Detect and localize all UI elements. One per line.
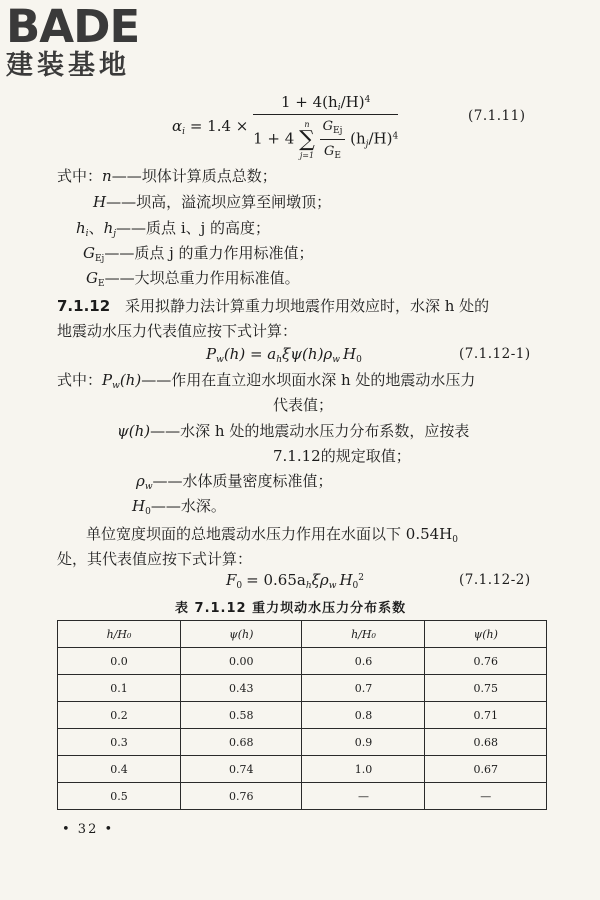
eq-num-pow: 4	[364, 95, 371, 105]
eq-numerator	[253, 92, 398, 115]
eq-sum-lower: j=1	[299, 150, 315, 160]
def-psi-line2: 7.1.12的规定取值；	[273, 447, 411, 465]
table-cell: 0.5	[58, 783, 181, 810]
eq-fraction	[253, 92, 398, 162]
table-cell: 0.2	[58, 702, 181, 729]
def-rho: $\rho_w——$水体质量密度标准值；	[136, 472, 333, 492]
table-cell: 0.74	[180, 756, 302, 783]
table-cell: 0.00	[180, 648, 302, 675]
eq-g-den: $G_E$	[324, 144, 341, 161]
table-cell: 0.71	[425, 702, 547, 729]
equation-number-7-1-11: (7.1.11)	[468, 108, 526, 124]
equation-7-1-12-1: $P_w(h) = a_h\xi\psi(h)\rho_w$ $H_0$	[206, 345, 362, 365]
table-cell: 0.68	[180, 729, 302, 756]
def-psi-line1: ψ(h)——水深 h 处的地震动水压力分布系数，应按表	[117, 422, 470, 440]
table-cell: 0.9	[302, 729, 425, 756]
table-header-row	[58, 621, 547, 648]
para-total-line1: 单位宽度坝面的总地震动水压力作用在水面以下 $0.54H_0$	[86, 525, 458, 545]
eq-den-h: (h	[350, 129, 366, 148]
eq-sum: n ∑ j=1	[299, 119, 315, 160]
eq-den-h-sub: j	[365, 139, 369, 150]
eq-den-prefix: 1 + 4	[253, 129, 295, 148]
table-header-cell: ψ(h)	[180, 621, 302, 648]
table-cell: 0.67	[425, 756, 547, 783]
table-cell: 0.43	[180, 675, 302, 702]
eq-num-end: /H)	[340, 93, 365, 111]
equation-7-1-11: $\alpha_i = 1.4$ × $1 + 4(h_i/H)^4$ 1 + 4 n ∑ j=1 $\frac{G_{Ej}}{G_E}$ $(h_j/H)^4$	[172, 93, 399, 161]
clause-7-1-12-line1	[57, 296, 489, 316]
def-n: 式中：n——坝体计算质点总数；	[57, 167, 277, 185]
table-row	[58, 648, 547, 675]
eq-g-num: $G_{Ej}$	[320, 117, 346, 140]
table-cell: 0.76	[180, 783, 302, 810]
clause-7-1-12-line2: 地震动水压力代表值应按下式计算：	[57, 322, 298, 340]
table-caption: 表 7.1.12 重力坝动水压力分布系数	[175, 601, 407, 616]
table-header-cell: h/H₀	[302, 621, 425, 648]
equation-7-1-12-2: $F_0 = 0.65a_h\xi\rho_w$ $H_0^2$	[226, 571, 365, 591]
eq-sum-upper: n	[304, 119, 310, 129]
clause-text-1: 采用拟静力法计算重力坝地震作用效应时，水深 h 处的	[124, 297, 490, 315]
def-hi-hj: $h_i$、$h_j——$质点 i、j 的高度；	[76, 219, 271, 239]
table-cell: 0.76	[425, 648, 547, 675]
table-row	[58, 783, 547, 810]
brand-logo	[6, 0, 178, 82]
pressure-distribution-table	[57, 620, 547, 810]
table-cell: —	[425, 783, 547, 810]
eq-num-sub: i	[337, 103, 341, 113]
page-number: • 32 •	[62, 822, 115, 837]
def-H0: $H_0——$水深。	[132, 497, 226, 517]
def-Pw-line1: 式中：$P_w(h)——$作用在直立迎水坝面水深 h 处的地震动水压力	[57, 371, 476, 391]
def-Pw-line2: 代表值；	[273, 396, 334, 414]
table-row	[58, 675, 547, 702]
table-header-cell: ψ(h)	[425, 621, 547, 648]
eq-coef: 1.4	[207, 117, 232, 135]
table-cell: 0.7	[302, 675, 425, 702]
table-row	[58, 756, 547, 783]
table-header-cell: h/H₀	[58, 621, 181, 648]
eq-den-end: /H)	[368, 129, 393, 148]
table-cell: 0.8	[302, 702, 425, 729]
eq-den-pow: 4	[392, 131, 399, 142]
def-GE: $G_E——$大坝总重力作用标准值。	[86, 269, 300, 289]
equation-number-7-1-12-1: (7.1.12-1)	[459, 346, 531, 362]
clause-number: 7.1.12	[57, 297, 111, 315]
def-H: H——坝高，溢流坝应算至闸墩顶；	[93, 193, 332, 211]
table-cell: 0.4	[58, 756, 181, 783]
brand-subtitle: 建装基地	[6, 50, 130, 81]
table-cell: —	[302, 783, 425, 810]
table-cell: 0.3	[58, 729, 181, 756]
eq-alpha-sub: i	[182, 127, 186, 137]
table-cell: 0.1	[58, 675, 181, 702]
table-cell: 0.0	[58, 648, 181, 675]
table-cell: 0.6	[302, 648, 425, 675]
brand-name: BADE	[6, 0, 140, 53]
eq-num-text: 1 + 4(h	[280, 93, 338, 111]
table-cell: 0.68	[425, 729, 547, 756]
para-total-line2: 处，其代表值应按下式计算：	[57, 550, 253, 568]
table-row	[58, 702, 547, 729]
def-GEj: $G_{Ej}——$质点 j 的重力作用标准值；	[83, 244, 314, 264]
equation-number-7-1-12-2: (7.1.12-2)	[459, 572, 531, 588]
table-cell: 0.58	[180, 702, 302, 729]
table-cell: 1.0	[302, 756, 425, 783]
table-row	[58, 729, 547, 756]
eq-denominator	[253, 115, 398, 162]
eq-g-ratio	[320, 117, 346, 162]
eq-alpha: α	[172, 117, 183, 135]
table-cell: 0.75	[425, 675, 547, 702]
